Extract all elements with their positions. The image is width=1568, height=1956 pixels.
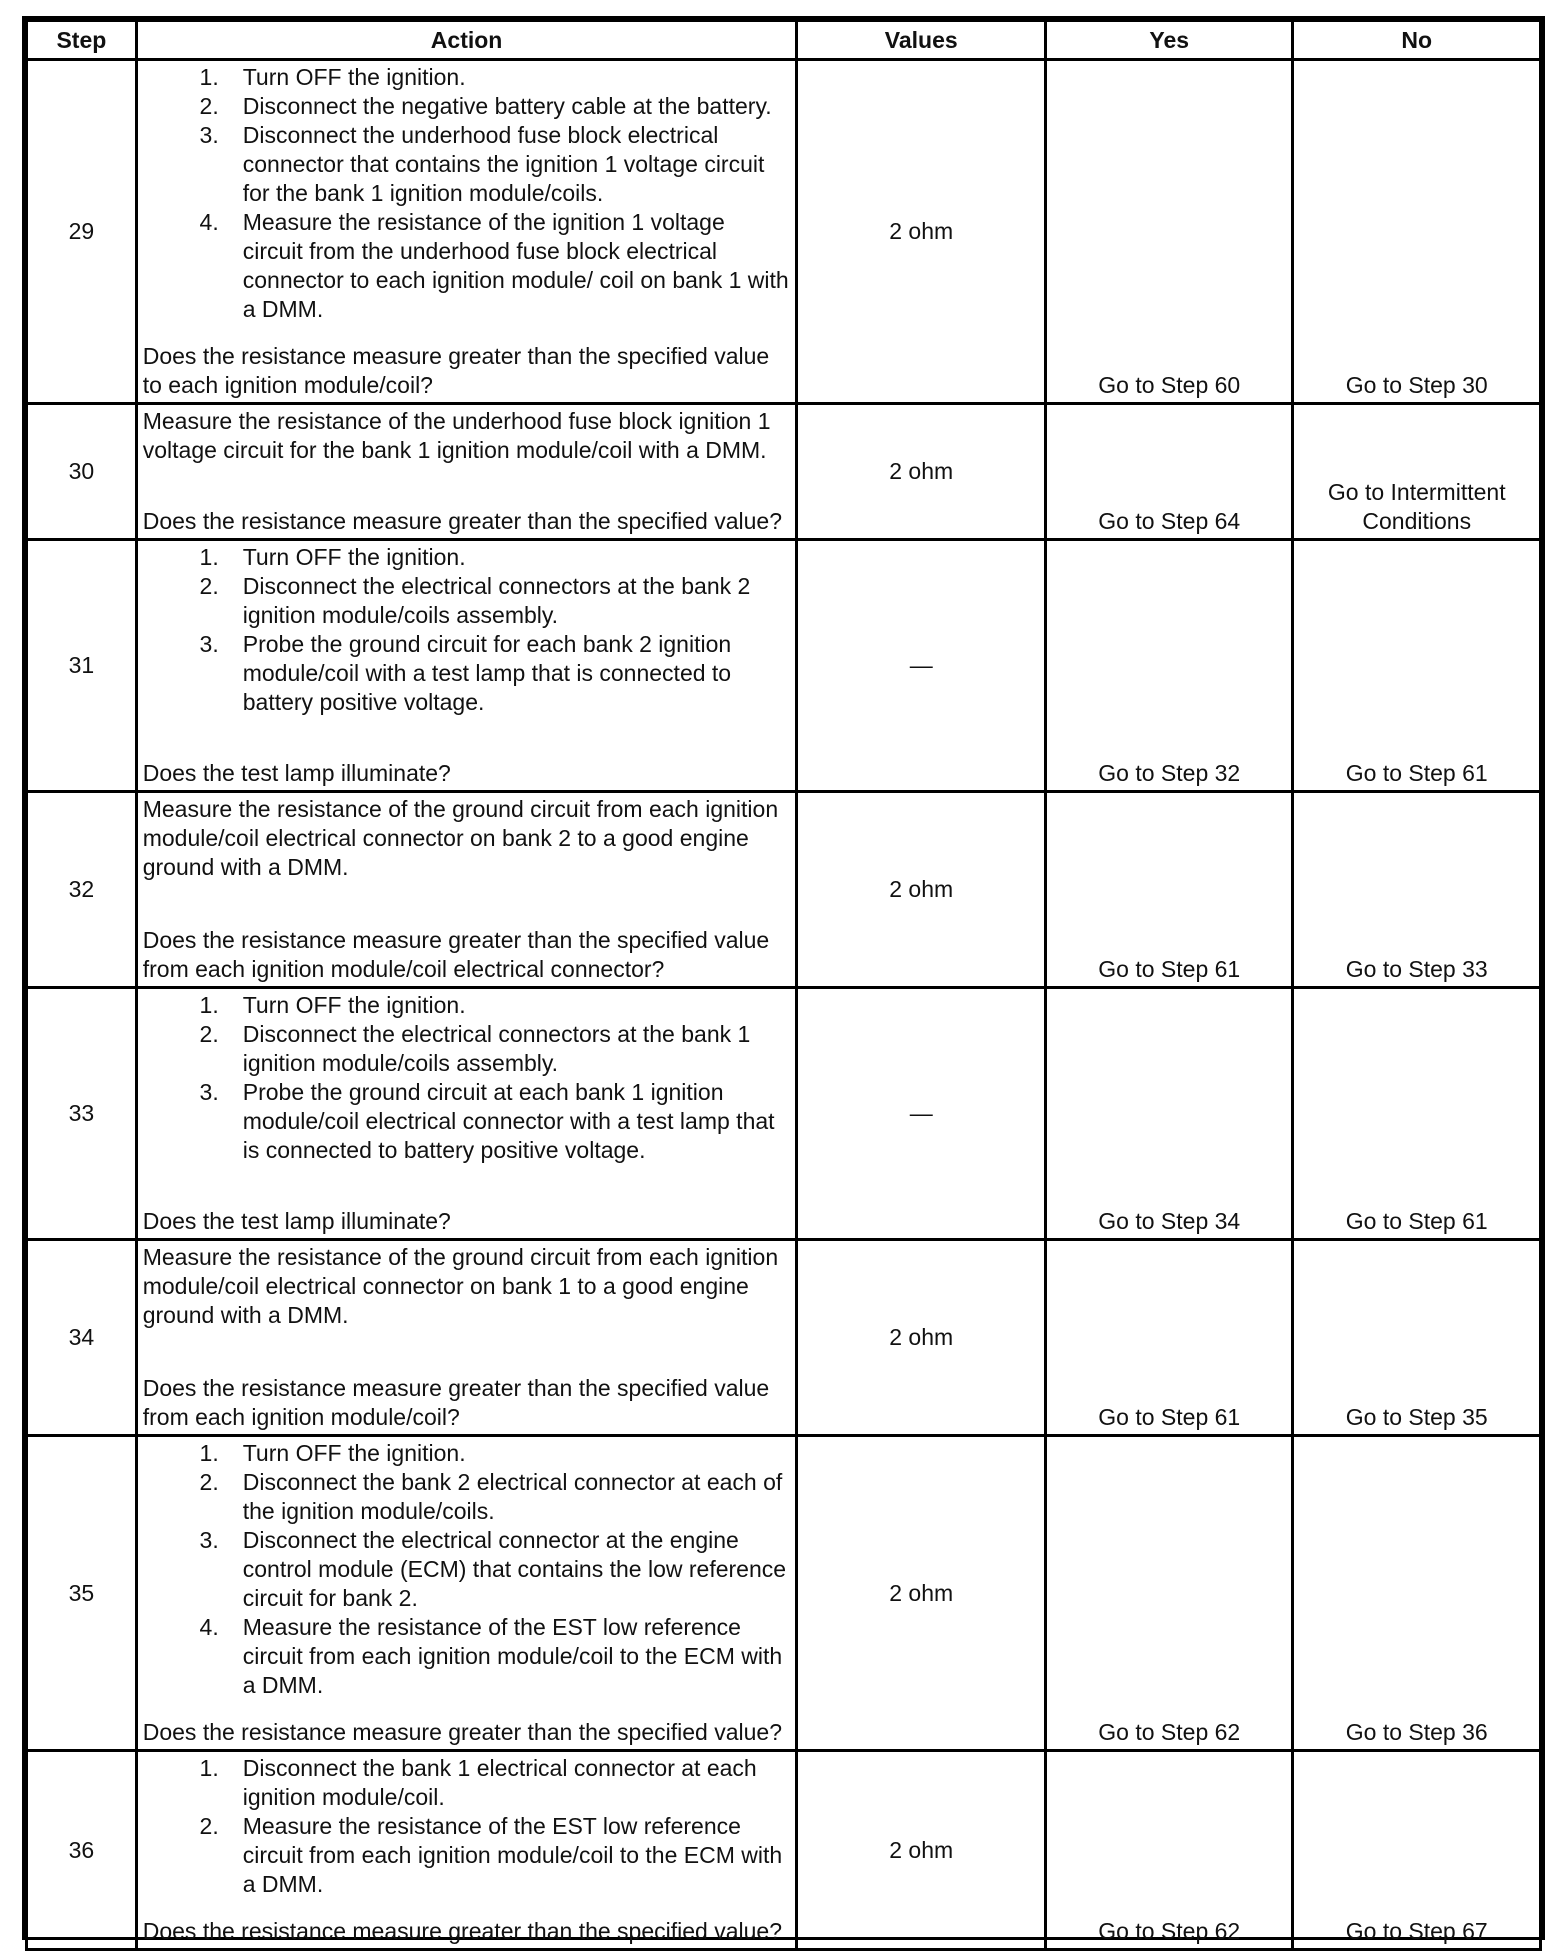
step-number: 36 [27, 1751, 137, 1950]
action-steps-list [143, 63, 790, 324]
action-question: Does the resistance measure greater than the specified value? [142, 508, 782, 534]
yes-cell: Go to Step 61 [1046, 792, 1293, 988]
action-text: Measure the resistance of the ground circuit from each ignition module/coil electrical connector on bank 2 to a good engine ground with a DMM. [142, 796, 779, 880]
table-row [27, 60, 1541, 404]
header-step: Step [27, 21, 137, 60]
table-row [27, 540, 1541, 792]
diagnostic-table [25, 19, 1542, 1951]
yes-cell: Go to Step 34 [1046, 988, 1293, 1240]
value-cell: 2 ohm [797, 1240, 1046, 1436]
header-no: No [1293, 21, 1541, 60]
no-cell: Go to Step 30 [1293, 60, 1541, 404]
table-row [27, 1436, 1541, 1751]
action-text: Measure the resistance of the underhood fuse block ignition 1 voltage circuit for the bank 1 ignition module/coil with a DMM. [142, 408, 771, 463]
action-question: Does the resistance measure greater than the specified value? [142, 1918, 782, 1944]
action-cell [136, 1240, 797, 1436]
no-cell: Go to Step 36 [1293, 1436, 1541, 1751]
no-cell: Go to Step 61 [1293, 988, 1541, 1240]
action-cell [136, 1751, 797, 1950]
step-number: 30 [27, 404, 137, 540]
yes-cell: Go to Step 32 [1046, 540, 1293, 792]
header-row [27, 21, 1541, 60]
action-question: Does the test lamp illuminate? [142, 1208, 451, 1234]
step-number: 31 [27, 540, 137, 792]
action-cell [136, 60, 797, 404]
list-item: 3. Probe the ground circuit for each bank 2 ignition module/coil with a test lamp that is connected to battery positive voltage. [199, 631, 732, 715]
list-item: 2. Disconnect the electrical connectors at the bank 2 ignition module/coils assembly. [199, 573, 751, 628]
action-question: Does the resistance measure greater than the specified value from each ignition module/coil electrical connector? [142, 927, 770, 982]
step-number: 32 [27, 792, 137, 988]
yes-cell: Go to Step 62 [1046, 1751, 1293, 1950]
header-action: Action [136, 21, 797, 60]
value-cell: 2 ohm [797, 1436, 1046, 1751]
action-steps-list [143, 543, 790, 717]
yes-cell: Go to Step 60 [1046, 60, 1293, 404]
value-cell: 2 ohm [797, 792, 1046, 988]
action-cell [136, 988, 797, 1240]
list-item: 1. Disconnect the bank 1 electrical connector at each ignition module/coil. [199, 1755, 757, 1810]
table-row [27, 404, 1541, 540]
list-item: 3. Disconnect the electrical connector at the engine control module (ECM) that contains the low reference circuit for bank 2. [199, 1527, 787, 1611]
list-item: 3. Disconnect the underhood fuse block electrical connector that contains the ignition 1 voltage circuit for the bank 1 ignition module/coils. [199, 122, 765, 206]
action-question: Does the resistance measure greater than the specified value from each ignition module/coil? [142, 1375, 770, 1430]
list-item: 2. Disconnect the electrical connectors at the bank 1 ignition module/coils assembly. [199, 1021, 751, 1076]
header-yes: Yes [1046, 21, 1293, 60]
value-cell: 2 ohm [797, 60, 1046, 404]
yes-cell: Go to Step 64 [1046, 404, 1293, 540]
action-text: Measure the resistance of the ground circuit from each ignition module/coil electrical connector on bank 1 to a good engine ground with a DMM. [142, 1244, 779, 1328]
action-question: Does the resistance measure greater than the specified value to each ignition module/coil? [142, 343, 770, 398]
yes-cell: Go to Step 61 [1046, 1240, 1293, 1436]
step-number: 35 [27, 1436, 137, 1751]
yes-cell: Go to Step 62 [1046, 1436, 1293, 1751]
value-cell: — [797, 988, 1046, 1240]
action-steps-list [143, 1439, 790, 1700]
header-values: Values [797, 21, 1046, 60]
step-number: 33 [27, 988, 137, 1240]
no-cell: Go to Step 67 [1293, 1751, 1541, 1950]
list-item: 1. Turn OFF the ignition. [199, 1440, 466, 1466]
action-question: Does the resistance measure greater than the specified value? [142, 1719, 782, 1745]
no-cell: Go to Intermittent Conditions [1293, 404, 1541, 540]
value-cell: 2 ohm [797, 1751, 1046, 1950]
action-cell [136, 792, 797, 988]
action-question: Does the test lamp illuminate? [142, 760, 451, 786]
list-item: 2. Measure the resistance of the EST low reference circuit from each ignition module/coil to the ECM with a DMM. [199, 1813, 783, 1897]
table-row [27, 1240, 1541, 1436]
no-cell: Go to Step 61 [1293, 540, 1541, 792]
action-cell [136, 1436, 797, 1751]
value-cell: — [797, 540, 1046, 792]
action-cell [136, 404, 797, 540]
list-item: 2. Disconnect the bank 2 electrical connector at each of the ignition module/coils. [199, 1469, 783, 1524]
diagnostic-table-frame [22, 16, 1545, 1944]
table-body [27, 60, 1541, 1950]
table-row [27, 988, 1541, 1240]
no-cell: Go to Step 33 [1293, 792, 1541, 988]
list-item: 4. Measure the resistance of the ignition 1 voltage circuit from the underhood fuse block electrical connector to each ignition module/ coil on bank 1 with a DMM. [199, 209, 789, 322]
value-cell: 2 ohm [797, 404, 1046, 540]
action-steps-list [143, 991, 790, 1165]
table-row [27, 792, 1541, 988]
action-steps-list [143, 1754, 790, 1899]
list-item: 1. Turn OFF the ignition. [199, 992, 466, 1018]
action-cell [136, 540, 797, 792]
no-cell: Go to Step 35 [1293, 1240, 1541, 1436]
step-number: 34 [27, 1240, 137, 1436]
list-item: 1. Turn OFF the ignition. [199, 544, 466, 570]
list-item: 2. Disconnect the negative battery cable at the battery. [199, 93, 772, 119]
list-item: 4. Measure the resistance of the EST low reference circuit from each ignition module/coil to the ECM with a DMM. [199, 1614, 783, 1698]
list-item: 3. Probe the ground circuit at each bank 1 ignition module/coil electrical connector with a test lamp that is connected to battery positive voltage. [199, 1079, 775, 1163]
table-row [27, 1751, 1541, 1950]
list-item: 1. Turn OFF the ignition. [199, 64, 466, 90]
step-number: 29 [27, 60, 137, 404]
